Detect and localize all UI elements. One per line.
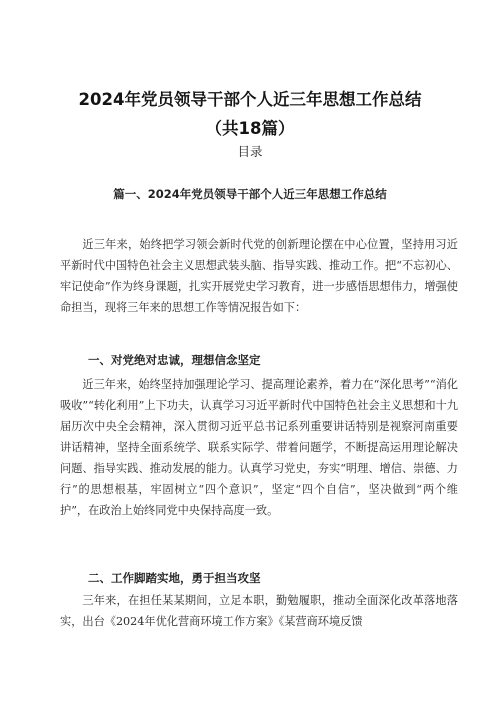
section-title: 篇一、2024年党员领导干部个人近三年思想工作总结 — [113, 187, 387, 201]
toc-label: 目录 — [237, 144, 263, 159]
heading-2: 二、工作脚踏实地，勇于担当攻坚 — [88, 571, 261, 585]
title-line-1: 2024年党员领导干部个人近三年思想工作总结 — [78, 90, 422, 109]
heading-1: 一、对党绝对忠诚，理想信念坚定 — [88, 353, 261, 367]
paragraph-2: 三年来，在担任某某期间，立足本职，勤勉履职，推动全面深化改革落地落实，出台《2024年优化营商环境工作方案》《某营商环境反馈 — [60, 594, 458, 628]
title-line-2: （共18篇） — [205, 119, 295, 138]
document-title — [40, 85, 460, 143]
intro-paragraph: 近三年来，始终把学习领会新时代党的创新理论摆在中心位置，坚持用习近平新时代中国特色社会主义思想武装头脑、指导实践、推动工作。把“不忘初心、牢记使命”作为终身课题，扎实开展党史学习教育，进一步感悟思想伟力，增强使命担当，现将三年来的思想工作等情况报告如下： — [60, 238, 458, 314]
paragraph-1: 近三年来，始终坚持加强理论学习、提高理论素养，着力在“深化思考”“消化吸收”“转化利用”上下功夫，认真学习习近平新时代中国特色社会主义思想和十九届历次中央全会精神，深入贯彻习近平总书记系列重要讲话特别是视察河南重要讲话精神，坚持全面系统学、联系实际学、带着问题学，不断提高运用理论解决问题、指导实践、推动发展的能力。认真学习党史，夯实“明理、增信、崇德、力行”的思想根基，牢固树立“四个意识”，坚定“四个自信”，坚决做到“两个维护”，在政治上始终同党中央保持高度一致。 — [60, 378, 458, 517]
